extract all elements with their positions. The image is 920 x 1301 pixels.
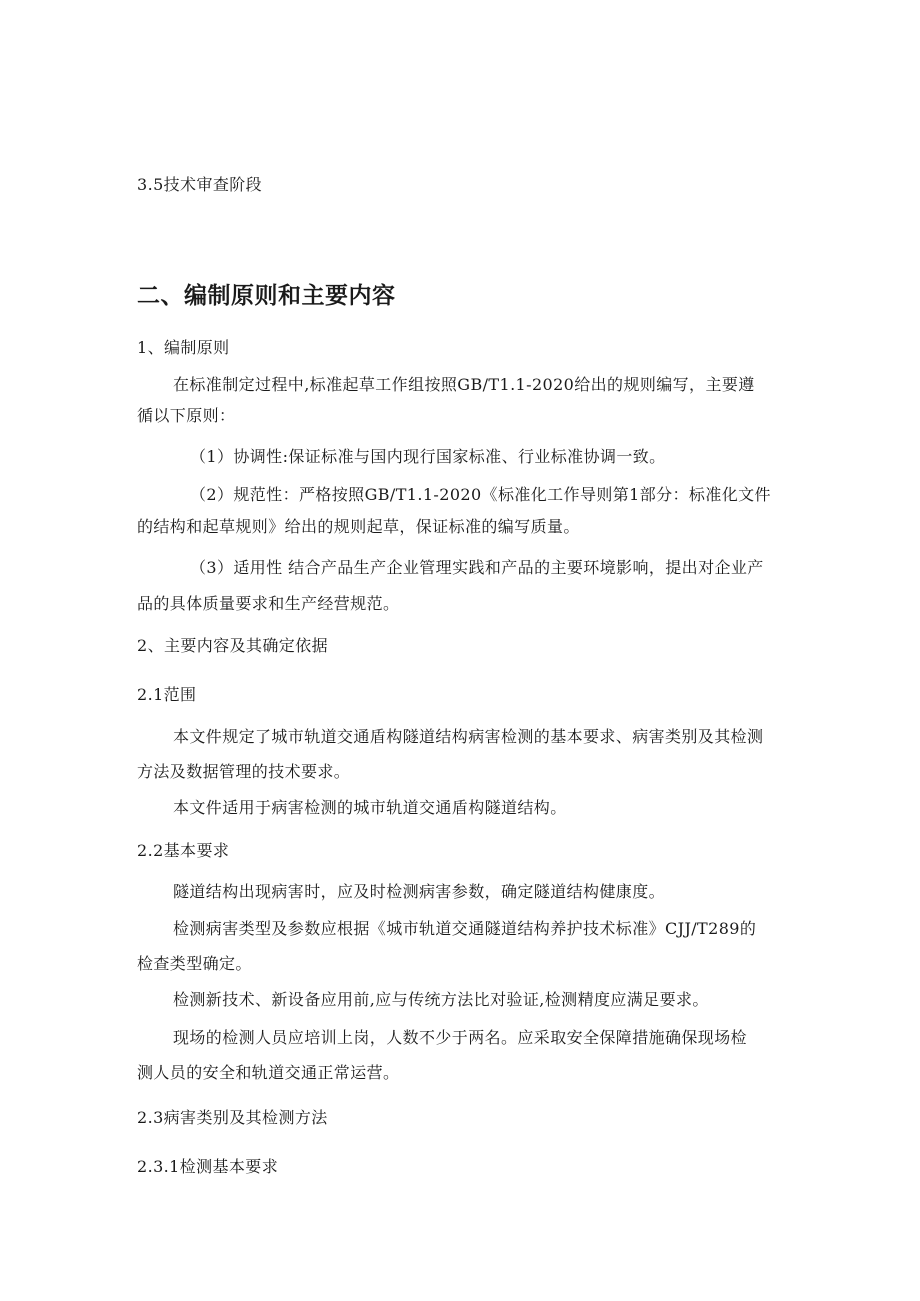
principle-normative-line2: 的结构和起草规则》给出的规则起草，保证标准的编写质量。 <box>137 517 580 536</box>
basic-paragraph4-line2: 测人员的安全和轨道交通正常运营。 <box>137 1063 400 1082</box>
basic-paragraph4-line1: 现场的检测人员应培训上岗，人数不少于两名。应采取安全保障措施确保现场检 <box>173 1028 748 1047</box>
principles-heading: 1、编制原则 <box>137 338 230 357</box>
disease-types-heading: 2.3病害类别及其检测方法 <box>137 1108 328 1127</box>
principles-intro-line1: 在标准制定过程中,标准起草工作组按照GB/T1.1-2020给出的规则编写，主要遵 <box>173 375 755 394</box>
principle-applicability-line1: （3）适用性 结合产品生产企业管理实践和产品的主要环境影响，提出对企业产 <box>190 558 764 577</box>
basic-requirements-heading: 2.2基本要求 <box>137 841 230 860</box>
section-3-5-heading: 3.5技术审查阶段 <box>137 175 263 194</box>
chapter-2-heading: 二、编制原则和主要内容 <box>137 283 396 309</box>
basic-paragraph1: 隧道结构出现病害时，应及时检测病害参数，确定隧道结构健康度。 <box>173 882 666 901</box>
basic-paragraph2-line1: 检测病害类型及参数应根据《城市轨道交通隧道结构养护技术标准》CJJ/T289的 <box>173 919 757 938</box>
scope-paragraph1-line2: 方法及数据管理的技术要求。 <box>137 762 351 781</box>
basic-paragraph2-line2: 检查类型确定。 <box>137 954 252 973</box>
scope-paragraph1-line1: 本文件规定了城市轨道交通盾构隧道结构病害检测的基本要求、病害类别及其检测 <box>173 727 764 746</box>
detection-basic-requirements-heading: 2.3.1检测基本要求 <box>137 1157 279 1176</box>
main-content-heading: 2、主要内容及其确定依据 <box>137 636 328 655</box>
principles-intro-line2: 循以下原则： <box>137 406 236 425</box>
principle-normative-line1: （2）规范性：严格按照GB/T1.1-2020《标准化工作导则第1部分：标准化文件 <box>190 485 771 504</box>
scope-heading: 2.1范围 <box>137 685 197 704</box>
principle-applicability-line2: 品的具体质量要求和生产经营规范。 <box>137 594 400 613</box>
scope-paragraph2: 本文件适用于病害检测的城市轨道交通盾构隧道结构。 <box>173 798 567 817</box>
basic-paragraph3: 检测新技术、新设备应用前,应与传统方法比对验证,检测精度应满足要求。 <box>173 990 709 1009</box>
principle-coordination: （1）协调性:保证标准与国内现行国家标准、行业标准协调一致。 <box>190 447 666 466</box>
